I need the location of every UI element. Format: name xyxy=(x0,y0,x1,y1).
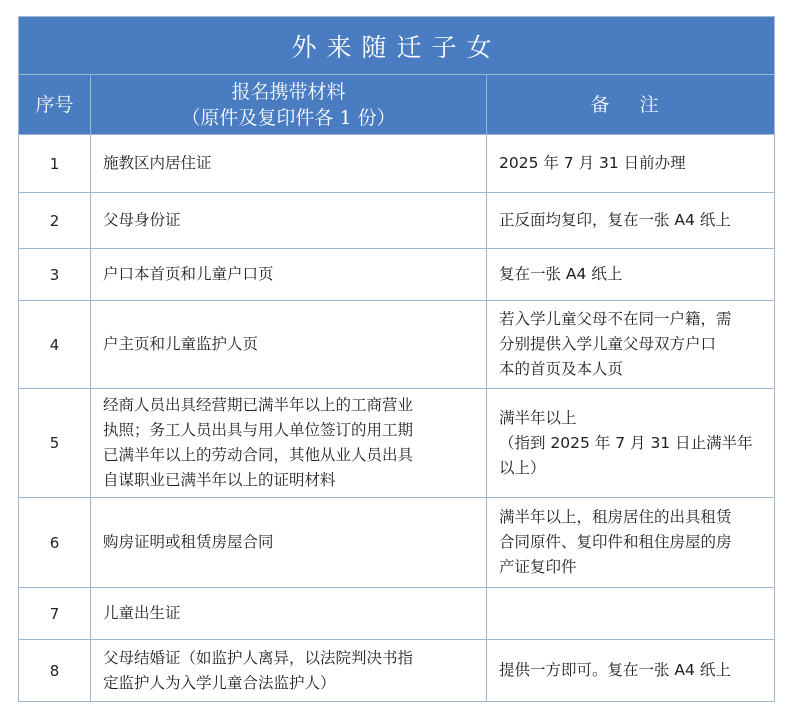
material-line: 父母结婚证（如监护人离异，以法院判决书指 xyxy=(103,648,414,667)
row-material xyxy=(91,135,487,193)
header-row xyxy=(19,75,775,135)
note-line: 合同原件、复印件和租住房屋的房 xyxy=(499,533,732,551)
row-seq: 6 xyxy=(19,498,91,588)
row-material xyxy=(91,588,487,640)
header-materials-line2: （原件及复印件各 1 份） xyxy=(181,106,396,129)
material-line: 执照；务工人员出具与用人单位签订的用工期 xyxy=(103,421,414,439)
header-seq: 序号 xyxy=(19,75,91,135)
note-line: 2025 年 7 月 31 日前办理 xyxy=(499,154,686,172)
table-row xyxy=(19,588,775,640)
material-line: 定监护人为入学儿童合法监护人） xyxy=(103,673,336,692)
row-material xyxy=(91,640,487,702)
row-seq: 5 xyxy=(19,389,91,498)
row-material xyxy=(91,498,487,588)
note-line: 正反面均复印，复在一张 A4 纸上 xyxy=(499,211,731,229)
row-note xyxy=(487,389,775,498)
row-note xyxy=(487,193,775,249)
row-seq: 2 xyxy=(19,193,91,249)
material-line: 户主页和儿童监护人页 xyxy=(103,335,259,353)
title-row xyxy=(19,17,775,75)
note-line: 分别提供入学儿童父母双方户口 xyxy=(499,335,717,353)
material-line: 已满半年以上的劳动合同，其他从业人员出具 xyxy=(103,446,414,464)
table-row xyxy=(19,135,775,193)
note-line: 本的首页及本人页 xyxy=(499,360,624,378)
row-note xyxy=(487,249,775,301)
requirements-table-container xyxy=(18,16,774,702)
row-seq: 8 xyxy=(19,640,91,702)
note-line: 满半年以上 xyxy=(499,408,577,427)
row-seq: 1 xyxy=(19,135,91,193)
row-note xyxy=(487,498,775,588)
note-line: 提供一方即可。复在一张 A4 纸上 xyxy=(499,661,731,679)
note-line: 产证复印件 xyxy=(499,558,577,576)
note-line: （指到 2025 年 7 月 31 日止满半年 xyxy=(499,433,753,452)
requirements-table xyxy=(18,16,775,702)
row-material xyxy=(91,249,487,301)
table-row xyxy=(19,249,775,301)
note-line: 满半年以上，租房居住的出具租赁 xyxy=(499,508,732,526)
row-seq: 4 xyxy=(19,301,91,389)
row-note xyxy=(487,135,775,193)
row-note xyxy=(487,301,775,389)
row-note xyxy=(487,588,775,640)
table-title: 外来随迁子女 xyxy=(19,17,775,75)
table-row xyxy=(19,193,775,249)
note-line: 以上） xyxy=(499,458,546,477)
material-line: 儿童出生证 xyxy=(103,604,181,622)
note-line: 复在一张 A4 纸上 xyxy=(499,265,623,283)
note-line: 若入学儿童父母不在同一户籍，需 xyxy=(499,310,732,328)
table-row xyxy=(19,640,775,702)
material-line: 户口本首页和儿童户口页 xyxy=(103,265,274,283)
table-row xyxy=(19,389,775,498)
row-material xyxy=(91,193,487,249)
header-materials-line1: 报名携带材料 xyxy=(231,80,346,103)
header-note: 备 注 xyxy=(487,75,775,135)
row-material xyxy=(91,389,487,498)
table-row xyxy=(19,301,775,389)
row-material xyxy=(91,301,487,389)
row-note xyxy=(487,640,775,702)
row-seq: 7 xyxy=(19,588,91,640)
header-materials xyxy=(91,75,487,135)
material-line: 经商人员出具经营期已满半年以上的工商营业 xyxy=(103,396,414,414)
material-line: 施教区内居住证 xyxy=(103,154,212,172)
table-row xyxy=(19,498,775,588)
material-line: 父母身份证 xyxy=(103,211,181,229)
material-line: 自谋职业已满半年以上的证明材料 xyxy=(103,471,336,489)
table-body xyxy=(19,135,775,702)
material-line: 购房证明或租赁房屋合同 xyxy=(103,533,274,551)
row-seq: 3 xyxy=(19,249,91,301)
